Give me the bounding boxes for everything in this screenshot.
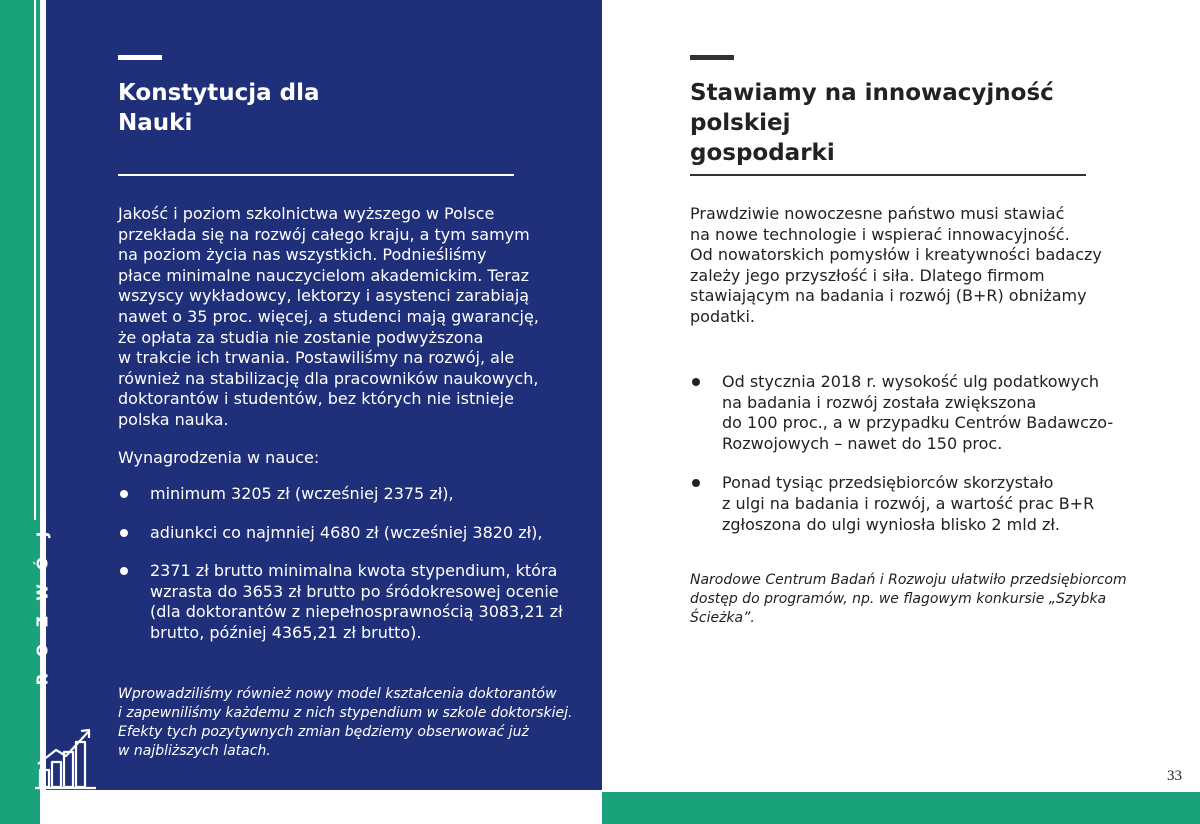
list-item (150, 523, 563, 544)
text-line: na poziom życia nas wszystkich. Podnieśliśmy (118, 245, 487, 265)
text-line: również na stabilizację dla pracowników naukowych, (118, 368, 539, 388)
innovation-list (722, 372, 1113, 554)
text-line: Ponad tysiąc przedsiębiorców skorzystało (722, 473, 1054, 493)
text-line: do 100 proc., a w przypadku Centrów Badawczo- (722, 413, 1114, 433)
title-accent-dash (690, 55, 734, 60)
text-line: Od nowatorskich pomysłów i kreatywności badaczy (690, 245, 1102, 265)
text-line: Ścieżka”. (690, 610, 755, 626)
text-line: adiunkci co najmniej 4680 zł (wcześniej 3820 zł), (150, 522, 543, 542)
text-line: podatki. (690, 306, 755, 326)
text-line: wszyscy wykładowcy, lektorzy i asystenci zarabiają (118, 286, 530, 306)
text-line: Jakość i poziom szkolnictwa wyższego w Polsce (118, 204, 495, 223)
right-italic-note (690, 571, 1127, 628)
text-line: Efekty tych pozytywnych zmian będziemy obserwować już (118, 724, 529, 740)
text-line: Narodowe Centrum Badań i Rozwoju ułatwiło przedsiębiorcom (690, 572, 1127, 588)
text-line: doktorantów i studentów, bez których nie istnieje (118, 389, 514, 409)
list-item (150, 484, 563, 505)
title-line: Stawiamy na innowacyjność polskiej (690, 80, 1054, 136)
section-label-letter: O (33, 644, 52, 657)
text-line: nawet o 35 proc. więcej, a studenci mają gwarancję, (118, 306, 539, 326)
bullet-icon (120, 529, 128, 537)
title-line: Konstytucja dla (118, 80, 320, 106)
text-line: dostęp do programów, np. we flagowym konkursie „Szybka (690, 591, 1107, 607)
title-underline (690, 174, 1086, 176)
text-line: na badania i rozwój została zwiększona (722, 392, 1037, 412)
right-intro-paragraph (690, 204, 1102, 328)
section-label-letter: R (33, 673, 52, 686)
list-item (722, 473, 1113, 535)
growth-chart-icon (34, 722, 98, 790)
green-bottom-bar (602, 792, 1200, 824)
text-line: płace minimalne nauczycielom akademickim. Teraz (118, 265, 530, 285)
title-accent-dash (118, 55, 162, 60)
section-label-letter: W (33, 584, 52, 601)
left-italic-note (118, 685, 572, 761)
text-line: Prawdziwie nowoczesne państwo musi stawiać (690, 204, 1065, 223)
wages-list (150, 484, 563, 662)
text-line: 2371 zł brutto minimalna kwota stypendium, która (150, 561, 558, 581)
bullet-icon (692, 378, 700, 386)
text-line: na nowe technologie i wspierać innowacyjność. (690, 224, 1070, 244)
right-section-title (690, 78, 1150, 168)
left-section-title (118, 78, 418, 138)
text-line: że opłata za studia nie zostanie podwyższona (118, 327, 484, 347)
text-line: w trakcie ich trwania. Postawiliśmy na rozwój, ale (118, 348, 515, 368)
page-number: 33 (1167, 768, 1182, 784)
vertical-rule (34, 0, 36, 520)
text-line: z ulgi na badania i rozwój, a wartość prac B+R (722, 493, 1095, 513)
text-line: zgłoszona do ulgi wyniosła blisko 2 mld zł. (722, 514, 1060, 534)
text-line: stawiającym na badania i rozwój (B+R) obniżamy (690, 286, 1087, 306)
left-intro-paragraph (118, 204, 539, 431)
text-line: wzrasta do 3653 zł brutto po śródokresowej ocenie (150, 581, 559, 601)
title-line: gospodarki (690, 140, 835, 166)
list-item (722, 372, 1113, 454)
text-line: (dla doktorantów z niepełnosprawnością 3083,21 zł (150, 602, 563, 622)
section-label-letter: J (33, 531, 52, 538)
text-line: Wprowadziliśmy również nowy model kształcenia doktorantów (118, 686, 557, 702)
text-line: Rozwojowych – nawet do 150 proc. (722, 433, 1003, 453)
list-item (150, 561, 563, 643)
text-line: Wynagrodzenia w nauce: (118, 448, 320, 467)
page-bottom-margin (46, 790, 602, 824)
text-line: i zapewniliśmy każdemu z nich stypendium w szkole doktorskiej. (118, 705, 573, 721)
bullet-icon (120, 490, 128, 498)
text-line: minimum 3205 zł (wcześniej 2375 zł), (150, 484, 454, 503)
bullet-icon (692, 479, 700, 487)
wages-heading (118, 448, 319, 469)
title-underline (118, 174, 514, 176)
text-line: zależy jego przyszłość i siła. Dlatego firmom (690, 265, 1045, 285)
text-line: Od stycznia 2018 r. wysokość ulg podatkowych (722, 372, 1100, 391)
section-label-letter: Z (33, 616, 52, 627)
text-line: polska nauka. (118, 409, 229, 429)
section-label (33, 520, 53, 694)
text-line: w najbliższych latach. (118, 743, 271, 759)
text-line: brutto, później 4365,21 zł brutto). (150, 622, 422, 642)
title-line: Nauki (118, 110, 193, 136)
text-line: przekłada się na rozwój całego kraju, a tym samym (118, 224, 530, 244)
section-label-letter: Ó (33, 557, 52, 570)
